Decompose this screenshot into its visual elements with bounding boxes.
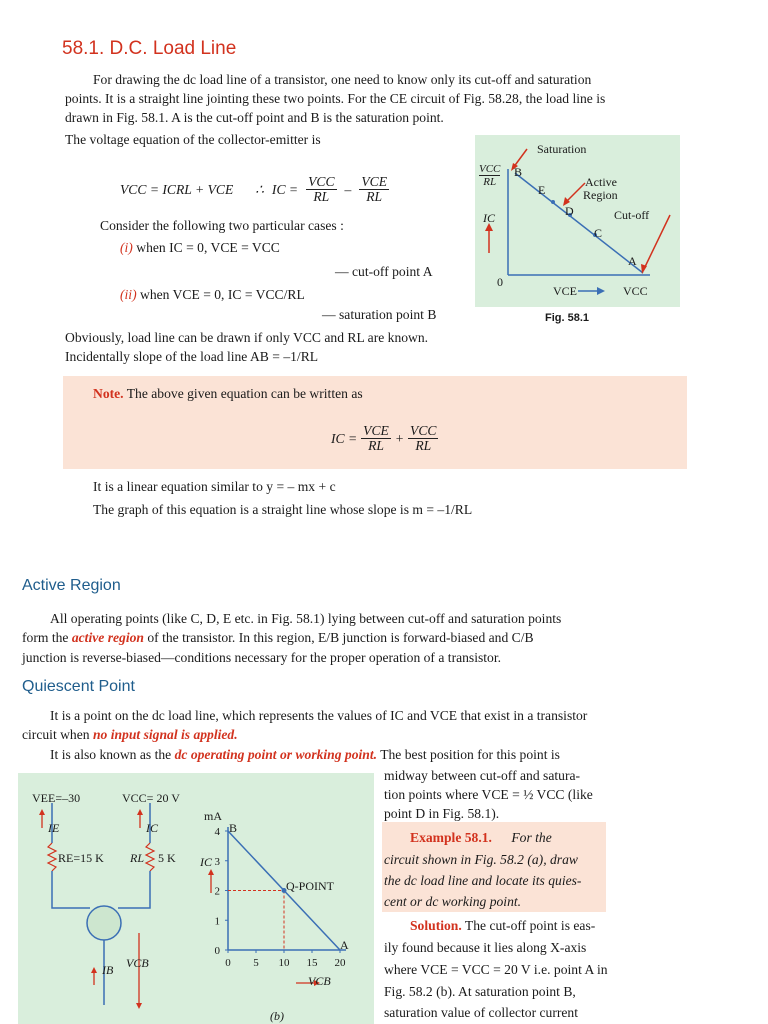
label-point-b: B (514, 165, 523, 179)
y-tick-label: 1 (214, 915, 220, 928)
ib-arrowhead (91, 967, 97, 973)
case-2 (120, 285, 305, 304)
slope-line: Incidentally slope of the load line AB = –1/RL (65, 349, 319, 364)
note-text (93, 384, 363, 403)
label-point-a: A (628, 254, 637, 268)
figure-58-1 (475, 135, 680, 307)
label-rl: RL (130, 851, 145, 865)
x-tick-label: 5 (253, 957, 259, 969)
label-ib: IB (102, 963, 114, 977)
label-ic: IC (483, 211, 495, 225)
label-rl-value: 5 K (158, 851, 176, 865)
label-point-b-chart: B (229, 821, 238, 835)
no-input-signal-term: no input signal is applied. (92, 727, 238, 742)
example-line-4: cent or dc working point. (384, 894, 522, 909)
x-tick-label: 0 (225, 957, 231, 969)
note-eq-ic: IC = (331, 430, 358, 446)
case-1 (120, 238, 280, 257)
x-tick-label: 15 (306, 957, 318, 969)
label-cutoff: Cut-off (614, 208, 650, 222)
load-line-diagram (475, 135, 680, 307)
active-line-1: All operating points (like C, D, E etc. in Fig. 58.1) lying between cut-off and saturation points (50, 611, 562, 626)
y-tick-label: 2 (214, 885, 220, 898)
case-2-text: when VCE = 0, IC = VCC/RL (140, 287, 305, 302)
linear-line-2: The graph of this equation is a straight line whose slope is m = –1/RL (93, 502, 473, 517)
section-title: 58.1. D.C. Load Line (62, 38, 237, 59)
active-line-2: form the active region of the transistor. In this region, E/B junction is forward-biased and C/B (22, 630, 534, 645)
solution-line-2: ily found because it lies along X-axis (384, 940, 587, 955)
case-2-result: — saturation point B (322, 307, 437, 322)
label-region: Region (583, 188, 618, 202)
label-vce: VCE (553, 284, 577, 298)
quiescent-line-3: It is also known as the dc operating point or working point. The best position for this point is (50, 747, 560, 762)
example-line-2: circuit shown in Fig. 58.2 (a), draw (384, 852, 578, 867)
therefore-symbol: ∴ (255, 181, 264, 197)
figure-58-2 (18, 773, 374, 1024)
cases-intro: Consider the following two particular cases : (100, 218, 344, 233)
label-ma: mA (204, 809, 222, 823)
voltage-equation (120, 175, 389, 204)
label-ic-axis: IC (200, 855, 212, 869)
x-tick-label: 20 (334, 957, 346, 969)
solution-line-1: Solution. The cut-off point is eas- (410, 918, 596, 933)
ie-arrowhead (39, 809, 45, 815)
note-equation (331, 424, 438, 453)
rl-resistor (146, 843, 154, 871)
active-line-3: junction is reverse-biased—conditions necessary for the proper operation of a transistor. (22, 650, 502, 665)
quiescent-col-1: midway between cut-off and satura- (384, 768, 581, 783)
quiescent-col-2: tion points where VCE = ½ VCC (like (384, 787, 593, 802)
note-fraction-vcc: $\frac{\text{VCC}}{RL}$ (410, 423, 437, 453)
label-point-a-chart: A (340, 938, 349, 952)
case-1-result: — cut-off point A (335, 264, 433, 279)
load-line-chart (208, 826, 346, 986)
label-active: Active (585, 175, 617, 189)
label-vcb-circuit: VCB (126, 956, 149, 970)
voltage-equation-intro: The voltage equation of the collector-emitter is (65, 132, 321, 147)
obviously-line: Obviously, load line can be drawn if only VCC and RL are known. (65, 330, 429, 345)
intro-line-1: For drawing the dc load line of a transistor, one need to know only its cut-off and saturation (93, 72, 592, 87)
note-label: Note. (93, 386, 124, 401)
label-origin: 0 (497, 275, 503, 289)
y-tick-label: 0 (214, 945, 220, 957)
transistor-symbol (87, 906, 121, 940)
intro-line-3: drawn in Fig. 58.1. A is the cut-off point and B is the saturation point. (65, 110, 444, 125)
y-tick-label: 3 (214, 855, 220, 868)
note-box (63, 376, 687, 469)
label-q-point: Q-POINT (286, 879, 334, 893)
cutoff-arrow (643, 215, 670, 271)
y-tick-label: 4 (214, 826, 220, 838)
vcb-arrowhead (136, 1003, 142, 1009)
quiescent-col-3: point D in Fig. 58.1). (384, 806, 500, 821)
emitter-lead (52, 871, 90, 908)
label-vcc-over-rl: VCC RL (479, 163, 501, 188)
label-vcc: VCC (623, 284, 648, 298)
re-resistor (48, 843, 56, 871)
quiescent-line-1: It is a point on the dc load line, which represents the values of IC and VCE that exist in a transistor (50, 708, 588, 723)
x-tick-label: 10 (278, 957, 290, 969)
label-vcb-axis: VCB (308, 974, 331, 988)
label-vcc-supply: VCC= 20 V (122, 791, 180, 805)
active-region-term: active region (71, 630, 144, 645)
equation-minus: – (344, 181, 352, 197)
solution-line-5: saturation value of collector current (384, 1005, 579, 1020)
solution-label: Solution. (410, 918, 462, 933)
example-box (382, 822, 606, 912)
collector-lead (118, 871, 150, 908)
note-fraction-vce: $\frac{\text{VCE}}{RL}$ (363, 423, 389, 453)
case-2-label: (ii) (120, 287, 137, 302)
operating-point-term: dc operating point or working point. (174, 747, 378, 762)
example-label: Example 58.1. (410, 830, 492, 845)
fraction-vce-rl: $\frac{\text{VCE}}{RL}$ (361, 174, 388, 204)
solution-line-4: Fig. 58.2 (b). At saturation point B, (384, 984, 576, 999)
fraction-vcc-rl: $\frac{\text{VCC}}{RL}$ (308, 174, 335, 204)
example-line-3: the dc load line and locate its quies- (384, 873, 582, 888)
note-body: The above given equation can be written as (126, 386, 363, 401)
quiescent-title: Quiescent Point (22, 678, 135, 695)
linear-line-1: It is a linear equation similar to y = – mx + c (93, 479, 336, 494)
quiescent-line-2: circuit when no input signal is applied. (22, 727, 238, 742)
label-re: RE=15 K (58, 851, 104, 865)
solution-line-3: where VCE = VCC = 20 V i.e. point A in (384, 962, 608, 977)
label-ie: IE (48, 821, 60, 835)
intro-line-2: points. It is a straight line jointing these two points. For the CE circuit of Fig. 58.28, the load line is (65, 91, 606, 106)
figure-caption: Fig. 58.1 (545, 312, 590, 324)
example-header: Example 58.1. For the (410, 830, 552, 845)
label-point-e: E (538, 183, 546, 197)
equation-lhs: VCC = ICRL + VCE (120, 181, 234, 197)
label-vee: VEE=–30 (32, 791, 81, 805)
case-1-label: (i) (120, 240, 133, 255)
label-point-c: C (594, 226, 603, 240)
point-e (551, 200, 555, 204)
case-1-text: when IC = 0, VCE = VCC (136, 240, 280, 255)
label-ic-circuit: IC (146, 821, 158, 835)
label-sub-b: (b) (270, 1009, 284, 1023)
vce-arrowhead (597, 287, 605, 295)
label-saturation: Saturation (537, 142, 587, 156)
active-region-title: Active Region (22, 577, 121, 594)
equation-ic: IC = (271, 181, 299, 197)
note-plus: + (394, 430, 405, 446)
paragraph-intro (65, 70, 685, 89)
ic-arrowhead (137, 809, 143, 815)
label-point-d: D (565, 204, 574, 218)
